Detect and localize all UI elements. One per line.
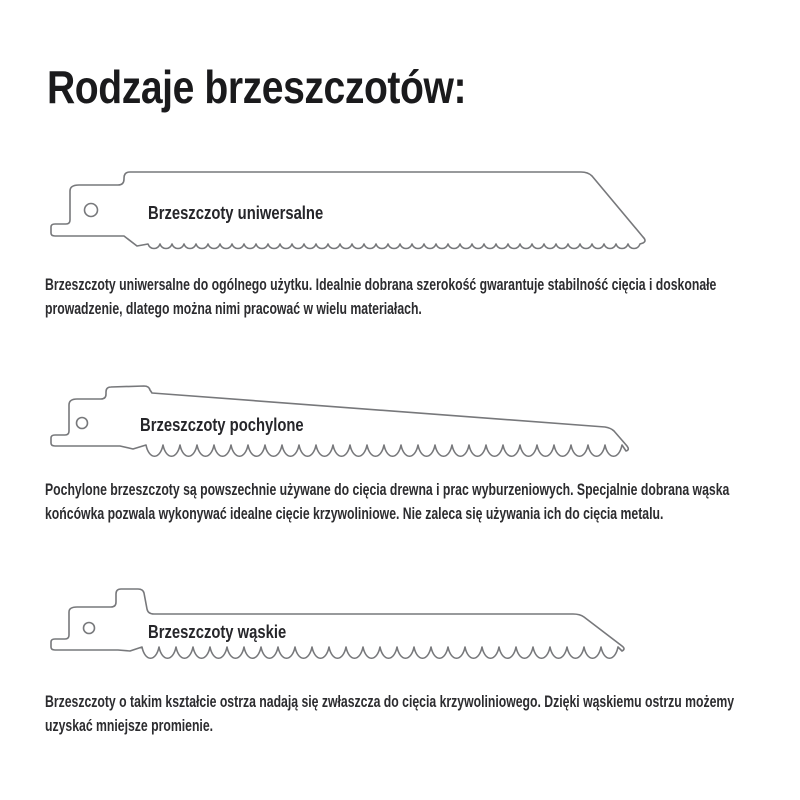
description-universal: [45, 273, 716, 320]
blade-label-universal: Brzeszczoty uniwersalne: [148, 202, 324, 223]
blade-mount-hole-icon: [77, 418, 88, 429]
blade-mount-hole-icon: [84, 623, 95, 634]
blade-label-tapered: Brzeszczoty pochylone: [140, 414, 304, 435]
universal-reciprocating-saw-blade-icon: [51, 172, 645, 249]
blade-label-narrow: Brzeszczoty wąskie: [148, 621, 287, 642]
description-line: Pochylone brzeszczoty są powszechnie używane do cięcia drewna i prac wyburzeniowych. Specjalnie dobrana wąska: [45, 480, 730, 499]
description-line: prowadzenie, dlatego można nimi pracować w wielu materiałach.: [45, 298, 422, 318]
blade-mount-hole-icon: [85, 204, 98, 217]
description-line: uzyskać mniejsze promienie.: [45, 715, 214, 735]
narrow-reciprocating-saw-blade-icon: [51, 589, 624, 658]
description-tapered: [45, 478, 729, 525]
description-line: końcówka pozwala wykonywać idealne cięcie krzywoliniowe. Nie zaleca się używania ich do cięcia metalu.: [45, 503, 664, 523]
description-narrow: [45, 690, 734, 737]
description-line: Brzeszczoty uniwersalne do ogólnego użytku. Idealnie dobrana szerokość gwarantuje stabilność cięcia i doskonałe: [45, 275, 717, 294]
page-title: Rodzaje brzeszczotów:: [47, 61, 467, 113]
tapered-reciprocating-saw-blade-icon: [51, 386, 628, 456]
description-line: Brzeszczoty o takim kształcie ostrza nadają się zwłaszcza do cięcia krzywoliniowego. Dzięki wąskiemu ostrzu możemy: [45, 692, 735, 711]
